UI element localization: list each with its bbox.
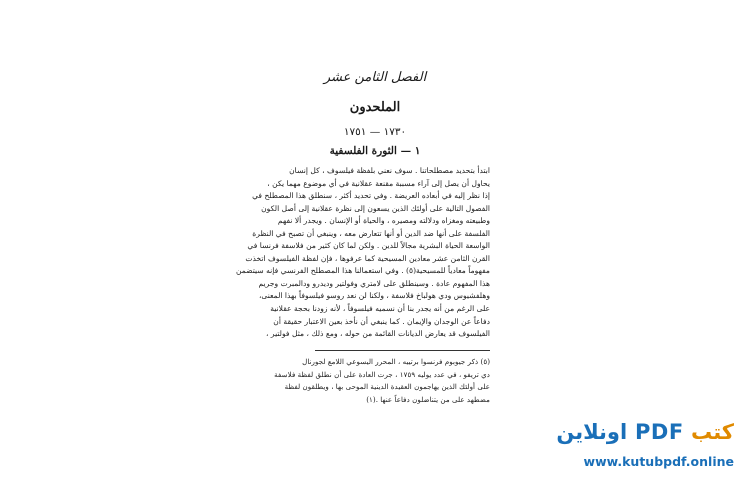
- body-line: يحاول أن يصل إلى آراء مسببة مقنعة عقلانية في أي موضوع مهما يكن ،: [267, 178, 490, 188]
- chapter-title: الفصل الثامن عشر: [323, 70, 427, 85]
- body-text: [235, 165, 490, 341]
- body-line: وهلفشيوس ودي هولباخ فلاسفة ، ولكنا لن نعد روسو فيلسوفاً بهذا المعنى،: [258, 291, 490, 301]
- year-range: ١٧٣٠ — ١٧٥١: [343, 126, 407, 138]
- body-line: إذا نظر إليه في أبعاده العريضة . وفي تحديد أكثر ، سنطلق هذا المصطلح في: [252, 191, 490, 201]
- watermark-word-pdf: PDF: [635, 420, 684, 444]
- body-line: دفاعاً عن الوجدان والإيمان . كما ينبغي أن نأخذ بعين الاعتبار حقيقة أن: [273, 316, 490, 326]
- body-line: مفهوماً معادياً للمسيحية(٥) . وفي استعمالنا هذا المصطلح الفرنسي فإنه سيتضمن: [235, 266, 490, 276]
- footnote-line: (٥) ذكر جيوبوم فرنسوا برتييه ، المحرر اليسوعي اللامع لجورنال: [302, 357, 490, 366]
- footnote-line: على أولئك الذين يهاجمون العقيدة الدينية الموحى بها ، ويطلقون لفظة: [284, 382, 490, 392]
- body-line: الواسعة الحياة البشرية مجالاً للدين . ولكن لما كان كثير من فلاسفة فرنسا في: [247, 241, 490, 251]
- body-line: الفصول التالية على أولئك الذين يسعون إلى نظرة عقلانية إلى أصل الكون: [261, 203, 490, 213]
- site-watermark: [556, 420, 742, 476]
- footnote-line: دي تريفو ، في عدد يوليه ١٧٥٩ ، جرت العادة على أن نطلق لفظة فلاسفة: [274, 369, 490, 379]
- body-line: على الرغم من أنه يجدر بنا أن نسميه فيلسوفاً ، لأنه زودنا بحجة عقلانية: [270, 304, 490, 314]
- body-line: القرن الثامن عشر معادين المسيحية كما عرفوها ، فإن لفظة الفيلسوف اتخذت: [245, 253, 490, 263]
- body-line: الفيلسوف قد يعارض الديانات القائمة من حوله ، ومع ذلك ، مثل فولتير ،: [266, 329, 490, 339]
- watermark-word-books: كتب: [690, 420, 734, 444]
- body-line: الفلسفة على أنها ضد الدين أو أنها تتعارض معه ، وينبغي أن تصبح في النظرة: [252, 228, 490, 238]
- section-title: الملحدون: [349, 100, 401, 115]
- watermark-url: www.kutubpdf.online: [583, 454, 734, 469]
- subheading: ١ — الثورة الفلسفية: [329, 145, 421, 157]
- footnote-line: مضطهد على من يتناضلون دفاعاً عنها .(١): [366, 394, 490, 404]
- body-line: ابتدأ بتحديد مصطلحاتنا . سوف نعني بلفظة فيلسوف ، كل إنسان: [289, 166, 490, 175]
- body-line: وطبيعته ومغزاه ودلالته ومصيره ، والحياة أو الإنسان . ويجدر ألا نفهم: [277, 216, 490, 226]
- watermark-word-online: اونلاين: [556, 420, 628, 444]
- watermark-logo-text: [556, 420, 734, 444]
- body-line: هذا المفهوم عادة . وسينطلق على لامتري وفولتير وديدرو ودالمبرت وجريم: [258, 278, 490, 288]
- footnote-divider: [315, 350, 490, 351]
- footnote: [258, 356, 490, 406]
